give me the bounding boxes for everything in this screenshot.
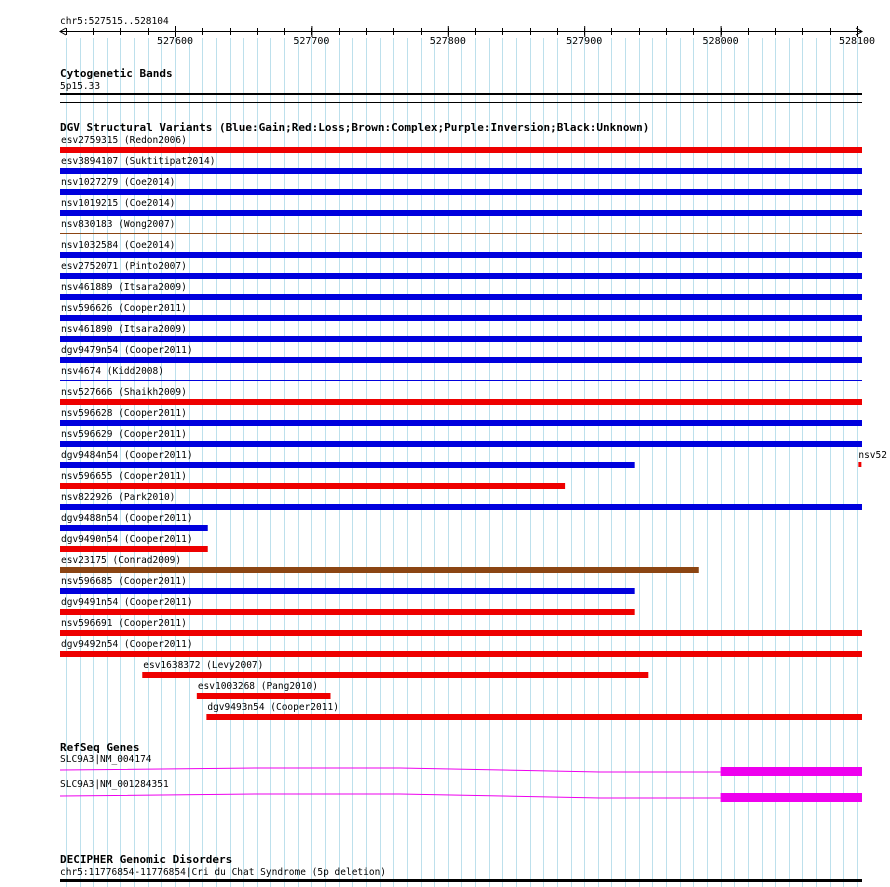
ruler-tick-label: 527600	[156, 36, 194, 47]
variant-label[interactable]: nsv52	[858, 450, 887, 461]
gene-exon[interactable]	[721, 767, 862, 776]
variant-label[interactable]: esv3894107 (Suktitipat2014)	[61, 156, 216, 167]
variant-bar[interactable]	[60, 588, 635, 594]
variant-label[interactable]: nsv4674 (Kidd2008)	[61, 366, 164, 377]
variant-bar[interactable]	[60, 273, 862, 279]
cytoband-track-title: Cytogenetic Bands	[60, 67, 173, 80]
gene-exon[interactable]	[721, 793, 862, 802]
variant-label[interactable]: nsv596626 (Cooper2011)	[61, 303, 187, 314]
ruler-tick-label: 527900	[566, 36, 603, 47]
locus-label: chr5:527515..528104	[60, 16, 169, 27]
dgv-track-title: DGV Structural Variants (Blue:Gain;Red:Loss;Brown:Complex;Purple:Inversion;Black:Unknown)	[60, 121, 650, 134]
variant-bar[interactable]	[60, 504, 862, 510]
variant-bar[interactable]	[60, 189, 862, 195]
decipher-track-title: DECIPHER Genomic Disorders	[60, 853, 233, 866]
variant-label[interactable]: esv2752071 (Pinto2007)	[61, 261, 187, 272]
variant-label[interactable]: nsv1032584 (Coe2014)	[61, 240, 176, 251]
gene-intron-line[interactable]	[60, 794, 721, 798]
variant-label[interactable]: dgv9484n54 (Cooper2011)	[61, 450, 193, 461]
variant-label[interactable]: nsv596628 (Cooper2011)	[61, 408, 187, 419]
variant-bar[interactable]	[60, 483, 565, 489]
gene-label[interactable]: SLC9A3|NM_001284351	[60, 779, 169, 790]
variant-label[interactable]: nsv461890 (Itsara2009)	[61, 324, 187, 335]
variant-label[interactable]: nsv1027279 (Coe2014)	[61, 177, 176, 188]
cytoband-bar	[60, 93, 862, 95]
variant-bar[interactable]	[60, 168, 862, 174]
cytoband-underline	[60, 102, 862, 103]
variant-label[interactable]: esv2759315 (Redon2006)	[61, 135, 187, 146]
variant-label[interactable]: dgv9492n54 (Cooper2011)	[61, 639, 193, 650]
variant-label[interactable]: nsv596685 (Cooper2011)	[61, 576, 187, 587]
variant-bar[interactable]	[60, 525, 208, 531]
variant-label[interactable]: dgv9479n54 (Cooper2011)	[61, 345, 193, 356]
variant-bar[interactable]	[60, 441, 862, 447]
variant-bar[interactable]	[60, 462, 635, 468]
variant-bar[interactable]	[60, 357, 862, 363]
variant-label[interactable]: nsv596629 (Cooper2011)	[61, 429, 187, 440]
variant-label[interactable]: nsv830183 (Wong2007)	[61, 219, 176, 230]
variant-label[interactable]: esv1003268 (Pang2010)	[197, 681, 318, 692]
variant-bar[interactable]	[60, 252, 862, 258]
variant-bar[interactable]	[60, 546, 208, 552]
variant-label[interactable]: dgv9488n54 (Cooper2011)	[61, 513, 193, 524]
variant-bar[interactable]	[60, 147, 862, 153]
variant-bar[interactable]	[60, 399, 862, 405]
variant-label[interactable]: nsv822926 (Park2010)	[61, 492, 176, 503]
variant-bar[interactable]	[142, 672, 648, 678]
variant-bar[interactable]	[206, 714, 862, 720]
decipher-entry-label[interactable]: chr5:11776854-11776854|Cri du Chat Syndrome (5p deletion)	[60, 867, 387, 878]
variant-bar[interactable]	[858, 462, 861, 467]
variant-bar[interactable]	[60, 336, 862, 342]
variant-label[interactable]: nsv461889 (Itsara2009)	[61, 282, 187, 293]
variant-label[interactable]: nsv1019215 (Coe2014)	[61, 198, 176, 209]
variant-label[interactable]: nsv596691 (Cooper2011)	[61, 618, 187, 629]
cytoband-label: 5p15.33	[60, 81, 101, 92]
variant-label[interactable]: nsv596655 (Cooper2011)	[61, 471, 187, 482]
variant-label[interactable]: dgv9490n54 (Cooper2011)	[61, 534, 193, 545]
variant-label[interactable]: dgv9493n54 (Cooper2011)	[207, 702, 339, 713]
refseq-track-title: RefSeq Genes	[60, 741, 140, 754]
ruler-tick-label: 527700	[293, 36, 330, 47]
gene-intron-line[interactable]	[60, 768, 721, 772]
ruler-tick-label: 528100	[838, 36, 876, 47]
variant-bar[interactable]	[60, 567, 699, 573]
variant-bar[interactable]	[60, 210, 862, 216]
variant-bar[interactable]	[60, 420, 862, 426]
variant-label[interactable]: nsv527666 (Shaikh2009)	[61, 387, 187, 398]
decipher-bar[interactable]	[60, 879, 862, 882]
variant-bar[interactable]	[60, 651, 862, 657]
variant-bar[interactable]	[60, 233, 862, 234]
variant-label[interactable]: esv23175 (Conrad2009)	[61, 555, 182, 566]
variant-bar[interactable]	[60, 630, 862, 636]
ruler-tick-label: 528000	[702, 36, 739, 47]
variant-bar[interactable]	[60, 294, 862, 300]
variant-bar[interactable]	[60, 315, 862, 321]
ruler-tick-label: 527800	[429, 36, 466, 47]
variant-bar[interactable]	[197, 693, 331, 699]
variant-bar[interactable]	[60, 380, 862, 381]
gene-label[interactable]: SLC9A3|NM_004174	[60, 754, 152, 765]
variant-label[interactable]: dgv9491n54 (Cooper2011)	[61, 597, 193, 608]
variant-bar[interactable]	[60, 609, 635, 615]
variant-label[interactable]: esv1638372 (Levy2007)	[143, 660, 264, 671]
